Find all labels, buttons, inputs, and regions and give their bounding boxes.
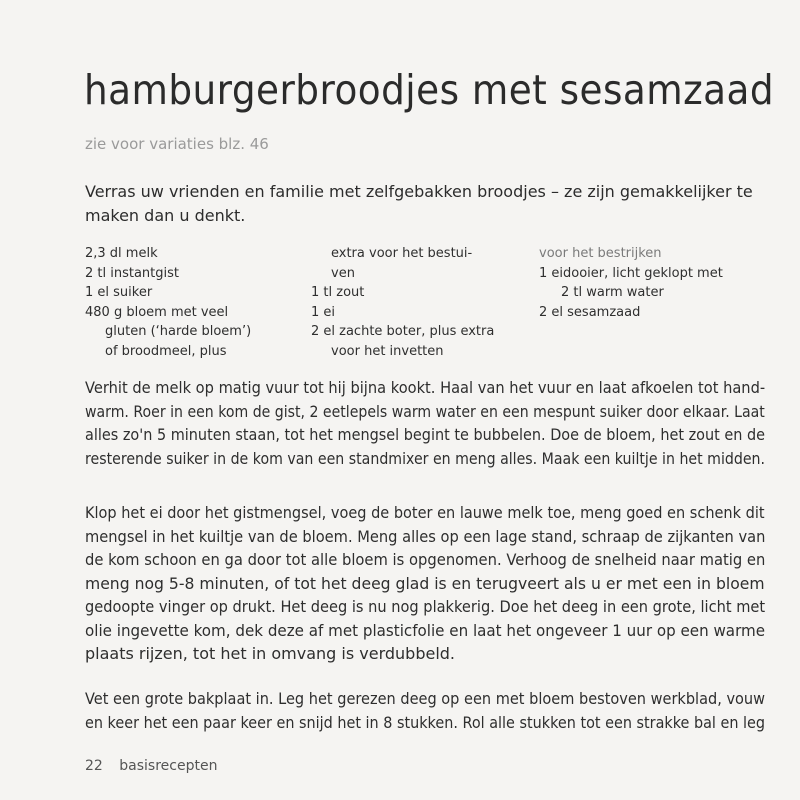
paragraph-line: gedoopte vinger op drukt. Het deeg is nu nog plakkerig. Doe het deeg in een grote, licht met — [85, 597, 766, 616]
paragraph-line: Verhit de melk op matig vuur tot hij bijna kookt. Haal van het vuur en laat afkoelen tot hand- — [85, 378, 766, 397]
method-paragraph-1 — [85, 376, 765, 470]
ingredient-line: 2 el sesamzaad — [539, 304, 641, 320]
method-paragraph-2 — [85, 501, 765, 666]
paragraph-line: meng nog 5-8 minuten, of tot het deeg glad is en terugveert als u er met een in bloem — [85, 573, 765, 593]
method-paragraph-3 — [85, 687, 765, 734]
ingredient-line: 1 el suiker — [85, 285, 153, 300]
ingredient-line: extra voor het bestui- — [331, 246, 473, 261]
paragraph-line: plaats rijzen, tot het in omvang is verdubbeld. — [85, 644, 456, 663]
ingredient-subheading: voor het bestrijken — [539, 246, 662, 261]
intro-line: maken dan u denkt. — [85, 206, 246, 225]
paragraph-line: Klop het ei door het gistmengsel, voeg de boter en lauwe melk toe, meng goed en schenk dit — [85, 503, 765, 522]
ingredients-column-1 — [85, 244, 305, 361]
paragraph-line: warm. Roer in een kom de gist, 2 eetlepels warm water en een mespunt suiker door elkaar. Laat — [85, 401, 765, 421]
intro-text — [85, 180, 765, 228]
page-footer — [85, 757, 217, 775]
ingredient-line: 2 tl warm water — [561, 285, 664, 300]
paragraph-line: de kom schoon en ga door tot alle bloem is opgenomen. Verhoog de snelheid naar matig en — [85, 550, 766, 569]
page-title: hamburgerbroodjes met sesamzaad — [84, 66, 775, 114]
ingredient-line: gluten (‘harde bloem’) — [105, 324, 252, 339]
ingredient-line: 2 el zachte boter, plus extra — [311, 324, 495, 339]
ingredient-line: 1 tl zout — [311, 285, 365, 300]
paragraph-line: mengsel in het kuiltje van de bloem. Meng alles op een lage stand, schraap de zijkanten van — [85, 526, 766, 546]
paragraph-line: olie ingevette kom, dek deze af met plasticfolie en laat het ongeveer 1 uur op een warme — [85, 620, 766, 640]
paragraph-line: alles zo'n 5 minuten staan, tot het mengsel begint te bubbelen. Doe de bloem, het zout en de — [85, 425, 766, 444]
ingredient-line: ven — [331, 265, 355, 281]
ingredient-line: 1 ei — [311, 304, 336, 320]
page-number: 22 — [85, 758, 103, 774]
ingredient-line: of broodmeel, plus — [105, 343, 227, 359]
ingredient-line: voor het invetten — [331, 343, 444, 359]
paragraph-line: Vet een grote bakplaat in. Leg het gerezen deeg op een met bloem bestoven werkblad, vouw — [85, 689, 766, 708]
ingredients-column-2 — [311, 244, 531, 361]
ingredient-line: 2,3 dl melk — [85, 246, 158, 261]
ingredients-column-3 — [539, 244, 759, 322]
variations-reference: zie voor variaties blz. 46 — [85, 135, 269, 153]
paragraph-line: en keer het een paar keer en snijd het in 8 stukken. Rol alle stukken tot een strakke bal en leg — [85, 712, 766, 732]
paragraph-line: resterende suiker in de kom van een standmixer en meng alles. Maak een kuiltje in het midden. — [85, 448, 766, 468]
intro-line: Verras uw vrienden en familie met zelfgebakken broodjes – ze zijn gemakkelijker te — [85, 182, 753, 201]
section-name: basisrecepten — [119, 758, 218, 774]
ingredient-line: 480 g bloem met veel — [85, 304, 229, 320]
ingredient-line: 2 tl instantgist — [85, 265, 180, 281]
ingredient-line: 1 eidooier, licht geklopt met — [539, 265, 723, 281]
